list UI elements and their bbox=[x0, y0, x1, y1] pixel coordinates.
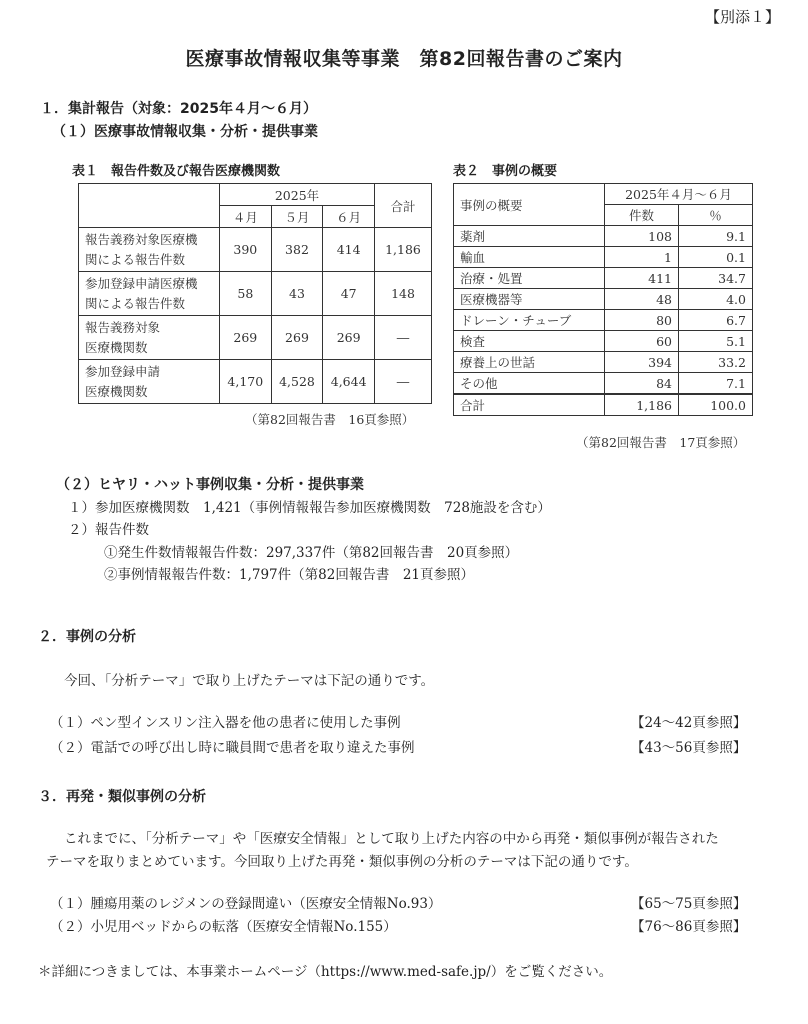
cell-value: 382 bbox=[271, 228, 323, 272]
cell-percent: 34.7 bbox=[679, 268, 753, 289]
row-label: 輸血 bbox=[454, 247, 605, 268]
cell-percent: 4.0 bbox=[679, 289, 753, 310]
cell-value: 269 bbox=[323, 316, 375, 360]
analysis-theme-item: （２）電話での呼び出し時に職員間で患者を取り違えた事例 bbox=[50, 740, 415, 756]
table-row bbox=[454, 247, 753, 268]
analysis-theme-item: （１）ペン型インスリン注入器を他の患者に使用した事例 bbox=[50, 715, 401, 731]
cell-total: ― bbox=[375, 360, 432, 404]
cell-percent: 9.1 bbox=[679, 226, 753, 247]
section1-sub1-heading: （１）医療事故情報収集・分析・提供事業 bbox=[52, 124, 318, 140]
cell-count: 48 bbox=[605, 289, 679, 310]
case-report-count: ②事例情報報告件数：1,797件（第82回報告書 21頁参照） bbox=[104, 567, 475, 583]
analysis-theme-pages: 【43～56頁参照】 bbox=[631, 740, 747, 756]
table-row bbox=[454, 226, 753, 247]
cell-count: 108 bbox=[605, 226, 679, 247]
row-label: 参加登録申請 医療機関数 bbox=[79, 360, 220, 404]
section2-intro: 今回、「分析テーマ」で取り上げたテーマは下記の通りです。 bbox=[64, 673, 435, 689]
cell-value: 4,528 bbox=[271, 360, 323, 404]
table2-reference: （第82回報告書 17頁参照） bbox=[576, 435, 746, 450]
cell-percent: 0.1 bbox=[679, 247, 753, 268]
table1-total-header: 合計 bbox=[375, 184, 432, 228]
cell-value: 414 bbox=[323, 228, 375, 272]
table1-month-header: ４月 bbox=[220, 206, 272, 228]
page-title: 医療事故情報収集等事業 第82回報告書のご案内 bbox=[185, 48, 623, 70]
table-row bbox=[454, 352, 753, 373]
section3-intro-line1: これまでに、「分析テーマ」や「医療安全情報」として取り上げた内容の中から再発・類似事例が報告された bbox=[64, 831, 719, 847]
cell-percent: 100.0 bbox=[679, 394, 753, 416]
cell-percent: 33.2 bbox=[679, 352, 753, 373]
cell-value: 58 bbox=[220, 272, 272, 316]
table2-category-header: 事例の概要 bbox=[454, 184, 605, 226]
cell-total: ― bbox=[375, 316, 432, 360]
row-label: その他 bbox=[454, 373, 605, 395]
cell-value: 43 bbox=[271, 272, 323, 316]
table-total-row bbox=[454, 394, 753, 416]
table1-month-header: ６月 bbox=[323, 206, 375, 228]
table-row bbox=[454, 310, 753, 331]
cell-count: 80 bbox=[605, 310, 679, 331]
analysis-theme-pages: 【24～42頁参照】 bbox=[631, 715, 747, 731]
row-label: 合計 bbox=[454, 394, 605, 416]
row-label: 参加登録申請医療機 関による報告件数 bbox=[79, 272, 220, 316]
table-row bbox=[79, 316, 432, 360]
cell-value: 390 bbox=[220, 228, 272, 272]
attachment-label: 【別添１】 bbox=[704, 8, 780, 26]
cell-value: 269 bbox=[271, 316, 323, 360]
section3-heading: ３．再発・類似事例の分析 bbox=[38, 789, 206, 805]
section2-heading: ２．事例の分析 bbox=[38, 629, 136, 645]
recurrence-theme-pages: 【65～75頁参照】 bbox=[631, 896, 747, 912]
cell-value: 4,170 bbox=[220, 360, 272, 404]
row-label: 医療機器等 bbox=[454, 289, 605, 310]
row-label: 薬剤 bbox=[454, 226, 605, 247]
occurrence-report-count: ①発生件数情報報告件数：297,337件（第82回報告書 20頁参照） bbox=[104, 545, 519, 561]
report-count-heading: ２）報告件数 bbox=[68, 522, 149, 538]
cell-percent: 7.1 bbox=[679, 373, 753, 395]
section3-intro-line2: テーマを取りまとめています。今回取り上げた再発・類似事例の分析のテーマは下記の通りです。 bbox=[46, 854, 638, 870]
table2-period-header: 2025年４月～６月 bbox=[605, 184, 753, 205]
table-row bbox=[454, 331, 753, 352]
cell-percent: 6.7 bbox=[679, 310, 753, 331]
cell-total: 148 bbox=[375, 272, 432, 316]
table1-corner bbox=[79, 184, 220, 228]
section1-sub2-heading: （２）ヒヤリ・ハット事例収集・分析・提供事業 bbox=[56, 477, 364, 493]
section1-heading: １．集計報告（対象：2025年４月～６月） bbox=[40, 101, 317, 117]
row-label: 検査 bbox=[454, 331, 605, 352]
cell-percent: 5.1 bbox=[679, 331, 753, 352]
recurrence-theme-pages: 【76～86頁参照】 bbox=[631, 919, 747, 935]
table-row bbox=[454, 289, 753, 310]
table1-caption: 表１ 報告件数及び報告医療機関数 bbox=[72, 164, 281, 179]
cell-total: 1,186 bbox=[375, 228, 432, 272]
participant-count: １）参加医療機関数 1,421（事例情報報告参加医療機関数 728施設を含む） bbox=[68, 500, 551, 516]
cell-count: 84 bbox=[605, 373, 679, 395]
table1-reference: （第82回報告書 16頁参照） bbox=[245, 412, 415, 427]
row-label: ドレーン・チューブ bbox=[454, 310, 605, 331]
table2-count-header: 件数 bbox=[605, 205, 679, 226]
recurrence-theme-item: （１）腫瘍用薬のレジメンの登録間違い（医療安全情報No.93） bbox=[50, 896, 442, 912]
cell-count: 60 bbox=[605, 331, 679, 352]
case-summary-table bbox=[453, 183, 753, 416]
report-count-table bbox=[78, 183, 432, 404]
table1-year-header: 2025年 bbox=[220, 184, 375, 206]
cell-count: 1,186 bbox=[605, 394, 679, 416]
cell-value: 47 bbox=[323, 272, 375, 316]
table-row bbox=[454, 268, 753, 289]
cell-count: 1 bbox=[605, 247, 679, 268]
table-row bbox=[79, 228, 432, 272]
row-label: 報告義務対象医療機 関による報告件数 bbox=[79, 228, 220, 272]
table2-caption: 表２ 事例の概要 bbox=[453, 164, 558, 179]
row-label: 治療・処置 bbox=[454, 268, 605, 289]
cell-count: 394 bbox=[605, 352, 679, 373]
cell-count: 411 bbox=[605, 268, 679, 289]
table2-percent-header: ％ bbox=[679, 205, 753, 226]
recurrence-theme-item: （２）小児用ベッドからの転落（医療安全情報No.155） bbox=[50, 919, 397, 935]
table1-month-header: ５月 bbox=[271, 206, 323, 228]
row-label: 報告義務対象 医療機関数 bbox=[79, 316, 220, 360]
footer-note: ＊詳細につきましては、本事業ホームページ（https://www.med-safe.jp/）をご覧ください。 bbox=[38, 964, 613, 980]
row-label: 療養上の世話 bbox=[454, 352, 605, 373]
table-row bbox=[79, 272, 432, 316]
table-row bbox=[454, 373, 753, 395]
table-row bbox=[79, 360, 432, 404]
cell-value: 4,644 bbox=[323, 360, 375, 404]
cell-value: 269 bbox=[220, 316, 272, 360]
